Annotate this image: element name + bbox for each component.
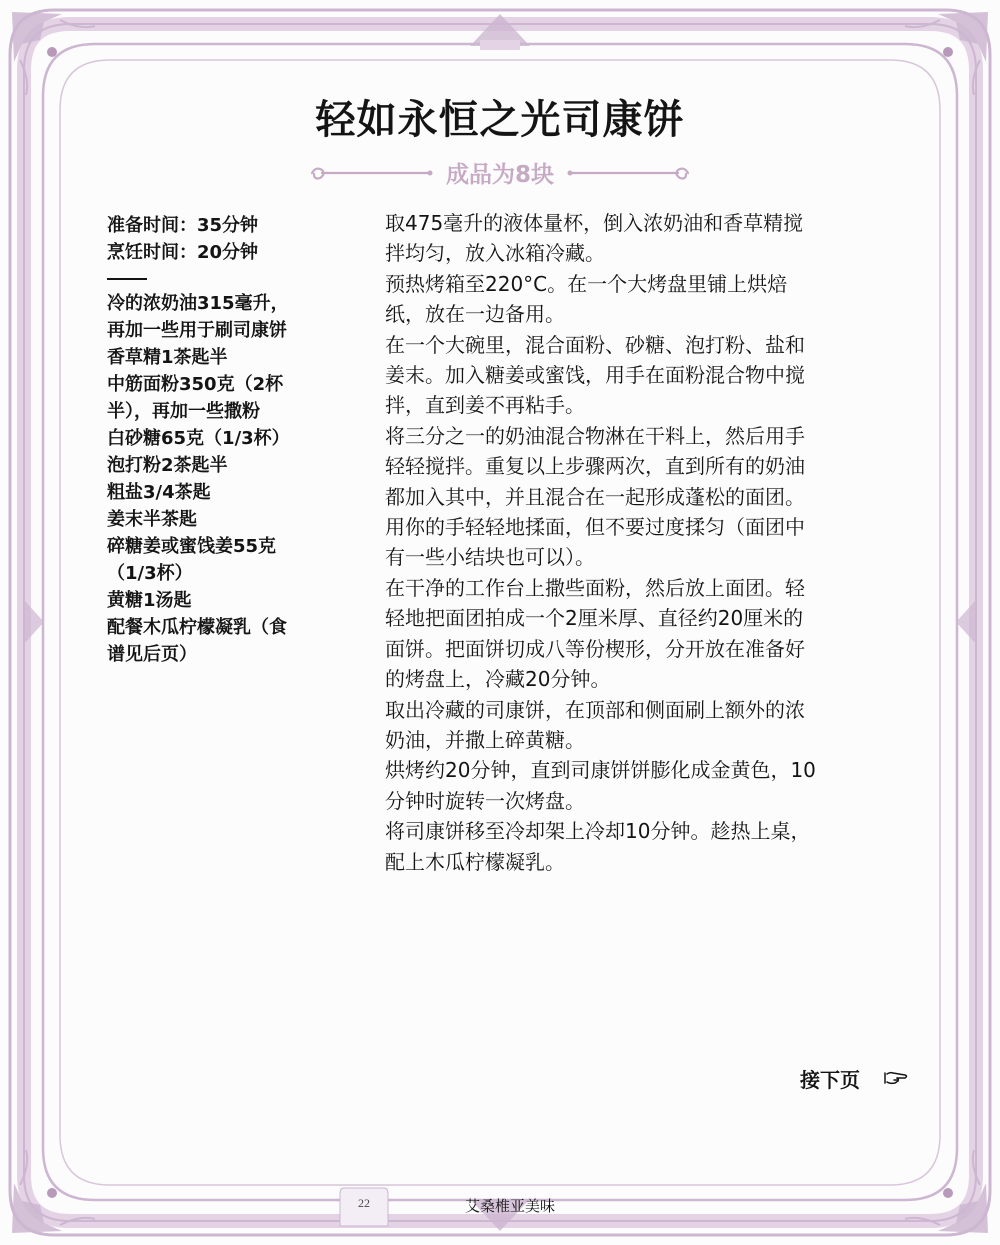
- instruction-line: 烘烤约20分钟，直到司康饼饼膨化成金黄色，10: [385, 758, 816, 783]
- ingredient-line: 黄糖1汤匙: [107, 590, 192, 611]
- instruction-line: 有一些小结块也可以）。: [385, 545, 595, 570]
- prep-time: 准备时间：35分钟: [107, 215, 259, 236]
- pointing-hand-icon[interactable]: [883, 1068, 909, 1088]
- instruction-line: 在一个大碗里，混合面粉、砂糖、泡打粉、盐和: [385, 332, 805, 357]
- ingredient-line: 中筋面粉350克（2杯: [107, 374, 284, 395]
- instruction-line: 拌，直到姜不再粘手。: [385, 393, 585, 418]
- ingredient-line: （1/3杯）: [107, 563, 193, 584]
- instructions-column: [385, 208, 895, 877]
- yield-row: [0, 152, 1000, 192]
- ingredient-line: 再加一些用于刷司康饼: [107, 320, 287, 341]
- cook-time: 烹饪时间：20分钟: [107, 242, 259, 263]
- yield-text: 成品为8块: [445, 162, 554, 188]
- instruction-line: 将三分之一的奶油混合物淋在干料上，然后用手: [385, 423, 805, 448]
- ingredient-line: 冷的浓奶油315毫升，: [107, 293, 289, 314]
- instruction-line: 面饼。把面饼切成八等份楔形，分开放在准备好: [385, 636, 805, 661]
- side-ornament-left: [24, 600, 44, 644]
- next-page-label[interactable]: 接下页: [800, 1068, 860, 1092]
- instruction-line: 拌均匀，放入冰箱冷藏。: [385, 241, 605, 266]
- ingredient-line: 配餐木瓜柠檬凝乳（食: [107, 617, 287, 638]
- instruction-line: 预热烤箱至220°C。在一个大烤盘里铺上烘焙: [385, 271, 788, 296]
- instruction-line: 轻轻搅拌。重复以上步骤两次，直到所有的奶油: [385, 454, 805, 479]
- ingredient-line: 粗盐3/4茶匙: [107, 482, 211, 503]
- instruction-line: 奶油，并撒上碎黄糖。: [385, 727, 585, 752]
- ingredients-column: [107, 212, 357, 668]
- instruction-line: 分钟时旋转一次烤盘。: [385, 788, 585, 813]
- recipe-title: 轻如永恒之光司康饼: [315, 97, 685, 143]
- ingredient-line: 香草精1茶匙半: [107, 347, 228, 368]
- instruction-line: 取475毫升的液体量杯，倒入浓奶油和香草精搅: [385, 211, 804, 235]
- instruction-line: 取出冷藏的司康饼，在顶部和侧面刷上额外的浓: [385, 697, 805, 722]
- book-title-footer: 艾桑椎亚美味: [464, 1197, 555, 1215]
- ingredient-line: 半），再加一些撒粉: [107, 401, 260, 422]
- instruction-line: 将司康饼移至冷却架上冷却10分钟。趁热上桌，: [385, 819, 811, 844]
- side-ornament-right: [956, 600, 976, 644]
- section-divider: [107, 278, 147, 280]
- instruction-line: 都加入其中，并且混合在一起形成蓬松的面团。: [385, 484, 805, 509]
- instruction-line: 用你的手轻轻地揉面，但不要过度揉匀（面团中: [385, 515, 805, 540]
- page-number: 22: [358, 1196, 370, 1210]
- instruction-line: 纸，放在一边备用。: [385, 302, 565, 327]
- ingredient-line: 泡打粉2茶匙半: [107, 455, 228, 476]
- ingredient-line: 姜末半茶匙: [107, 509, 197, 530]
- ingredient-line: 谱见后页）: [107, 644, 197, 665]
- instruction-line: 配上木瓜柠檬凝乳。: [385, 849, 565, 874]
- instruction-line: 轻地把面团拍成一个2厘米厚、直径约20厘米的: [385, 606, 804, 631]
- instruction-line: 姜末。加入糖姜或蜜饯，用手在面粉混合物中搅: [385, 363, 805, 388]
- ingredient-line: 碎糖姜或蜜饯姜55克: [107, 536, 277, 557]
- instruction-line: 在干净的工作台上撒些面粉，然后放上面团。轻: [385, 575, 805, 600]
- instruction-line: 的烤盘上，冷藏20分钟。: [385, 667, 611, 692]
- ingredient-line: 白砂糖65克（1/3杯）: [107, 428, 290, 449]
